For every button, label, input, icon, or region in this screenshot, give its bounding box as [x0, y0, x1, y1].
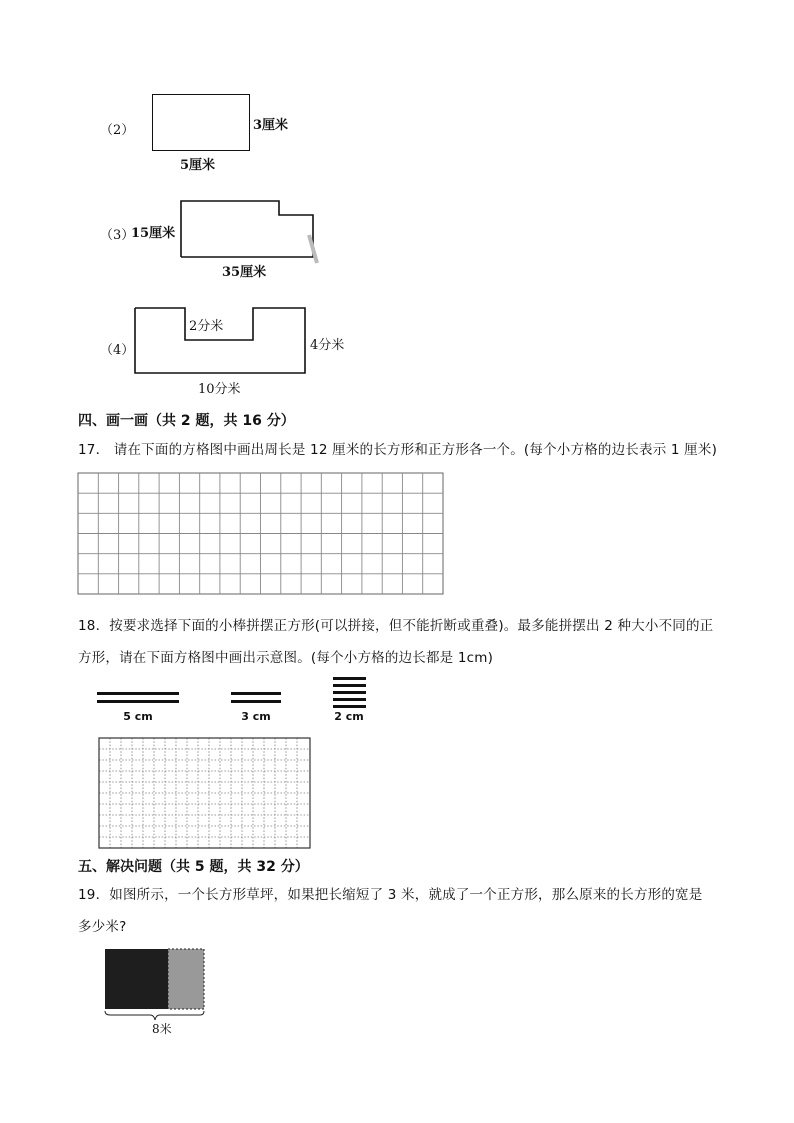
- sticks-2cm-label: 2 cm: [334, 710, 364, 723]
- figure-2-rectangle: [152, 94, 250, 151]
- figure-3-number: （3）: [100, 228, 135, 243]
- figure-2-width-label: 5厘米: [180, 158, 216, 173]
- section-5-heading: 五、解决问题（共 5 题，共 32 分）: [78, 859, 309, 875]
- question-19-text-line-1: 19．如图所示，一个长方形草坪，如果把长缩短了 3 米，就成了一个正方形，那么原来的长方形的宽是: [78, 887, 703, 903]
- question-17-grid: [77, 472, 445, 596]
- figure-4-width-label: 10分米: [198, 382, 241, 397]
- figure-2-height-label: 3厘米: [253, 118, 289, 133]
- sticks-3cm: [230, 690, 282, 708]
- figure-2-number: （2）: [100, 123, 135, 138]
- figure-4-height-label: 4分米: [310, 338, 345, 353]
- question-17-text: 17． 请在下面的方格图中画出周长是 12 厘米的长方形和正方形各一个。(每个小方格的边长表示 1 厘米): [78, 442, 718, 458]
- figure-4-number: （4）: [100, 343, 135, 358]
- question-18-text-line-2: 方形，请在下面方格图中画出示意图。(每个小方格的边长都是 1cm): [78, 650, 494, 666]
- question-19-lawn-figure: [100, 945, 212, 1023]
- figure-4-notch-label: 2分米: [189, 319, 224, 334]
- question-18-grid: [98, 737, 312, 850]
- sticks-2cm: [332, 675, 368, 709]
- question-18-text-line-1: 18．按要求选择下面的小棒拼摆正方形(可以拼接，但不能折断或重叠)。最多能拼摆出 2 种大小不同的正: [78, 618, 714, 634]
- sticks-3cm-label: 3 cm: [241, 710, 271, 723]
- sticks-5cm-label: 5 cm: [123, 710, 153, 723]
- sticks-5cm: [96, 690, 180, 708]
- figure-3-height-label: 15厘米: [131, 226, 176, 241]
- section-4-heading: 四、画一画（共 2 题，共 16 分）: [78, 413, 295, 429]
- figure-4-shape: [128, 300, 313, 380]
- question-19-figure-label: 8米: [152, 1022, 172, 1036]
- question-19-text-line-2: 多少米?: [78, 919, 127, 935]
- figure-3-shape: [175, 195, 325, 265]
- figure-3-width-label: 35厘米: [222, 265, 267, 280]
